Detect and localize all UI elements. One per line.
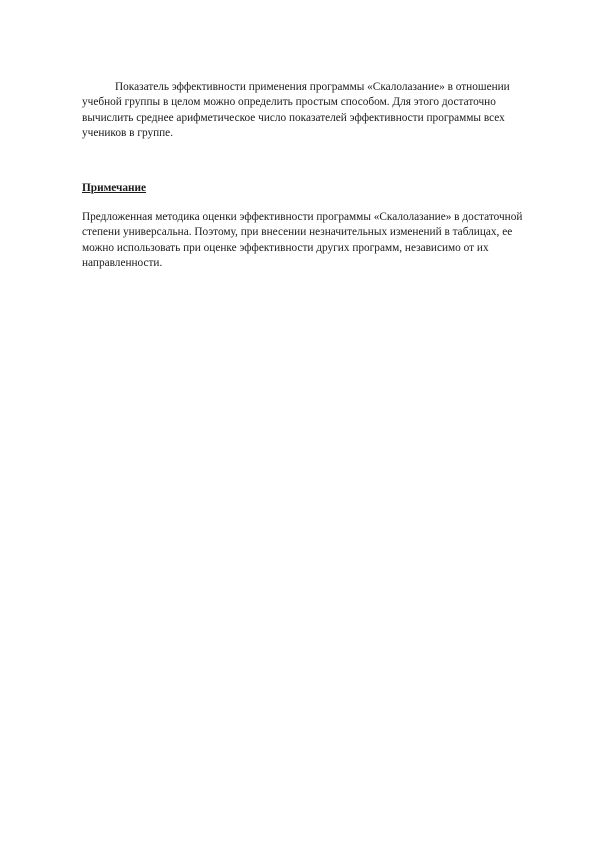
note-heading: Примечание [82,182,147,194]
paragraph-note: Предложенная методика оценки эффективности программы «Скалолазание» в достаточной степени универсальна. Поэтому, при внесении незначительных изменений в таблицах, ее можно использовать при оценке эффективности других программ, независимо от их направленности. [82,211,523,270]
paragraph-effectiveness: Показатель эффективности применения программы «Скалолазание» в отношении учебной группы в целом можно определить простым способом. Для этого достаточно вычислить среднее арифметическое число показателей эффективности программы всех учеников в группе. [82,81,510,140]
